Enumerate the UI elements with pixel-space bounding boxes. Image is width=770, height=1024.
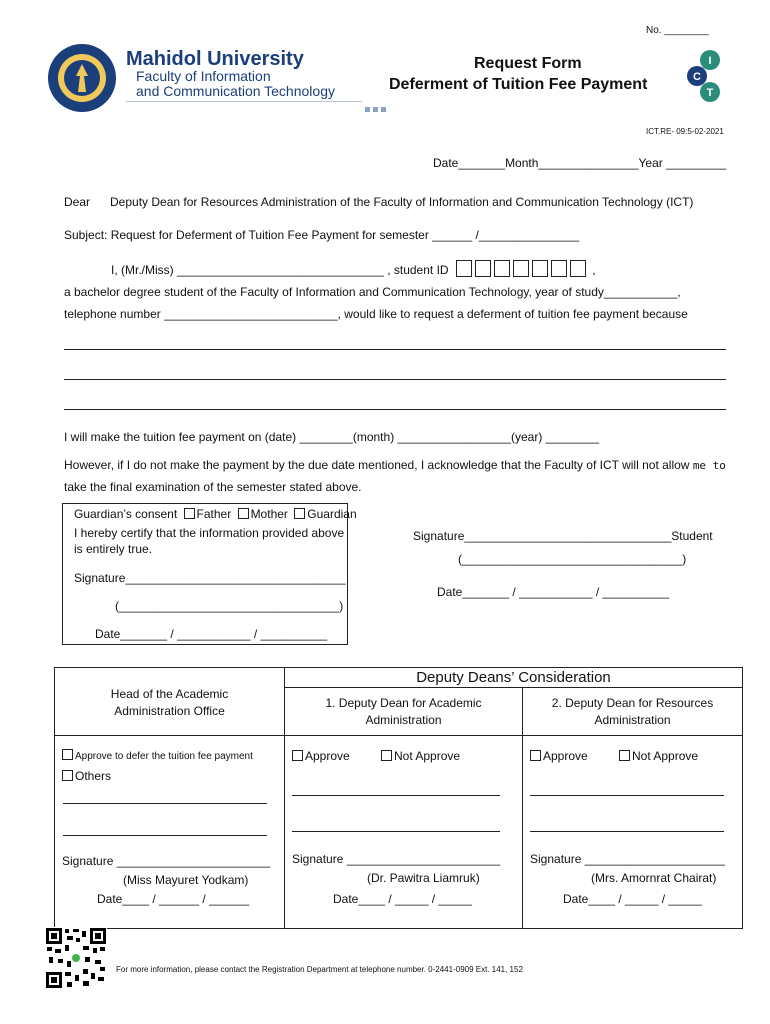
- col1-note-line-1[interactable]: [63, 803, 267, 804]
- reason-line-3[interactable]: [64, 409, 726, 410]
- head-academic-header: [55, 668, 285, 736]
- col2-title-line-2: Administration: [365, 713, 442, 727]
- certify-line-1: I hereby certify that the information provided above: [74, 526, 345, 540]
- col2-not-approve-checkbox[interactable]: [381, 750, 392, 761]
- guardian-date-line[interactable]: Date_______ / ___________ / __________: [95, 627, 328, 641]
- col3-name: (Mrs. Amornrat Chairat): [591, 871, 717, 885]
- col1-signature[interactable]: Signature _______________________: [62, 854, 271, 868]
- guardian-signature-line[interactable]: Signature_________________________________: [74, 571, 346, 585]
- deputy-academic-cell: [285, 736, 523, 929]
- qr-code: [45, 927, 107, 989]
- dear-text: Deputy Dean for Resources Administration of the Faculty of Information and Communication Technology (ICT): [110, 195, 694, 209]
- col3-note-line-2[interactable]: [530, 831, 724, 832]
- col3-note-line-1[interactable]: [530, 795, 724, 796]
- col2-approve-option[interactable]: [292, 749, 350, 763]
- student-signature-line[interactable]: Signature_______________________________Student: [413, 529, 713, 543]
- col1-option1-label: Approve to defer the tuition fee payment: [75, 751, 253, 762]
- svg-text:I: I: [708, 55, 712, 67]
- col1-option2-label: Others: [75, 769, 112, 783]
- approve-defer-checkbox[interactable]: [62, 749, 73, 760]
- deputy-resources-header: [523, 688, 743, 736]
- col3-signature[interactable]: Signature _____________________: [530, 852, 725, 866]
- col2-not-approve-option[interactable]: [381, 749, 460, 763]
- guardian-consent-box: [62, 503, 357, 645]
- form-subtitle: Deferment of Tuition Fee Payment: [389, 76, 648, 93]
- col3-not-approve-label: Not Approve: [632, 749, 699, 763]
- col1-note-line-2[interactable]: [63, 835, 267, 836]
- father-checkbox[interactable]: [184, 508, 195, 519]
- guardian-consent-label: Guardian’s consent: [74, 507, 178, 521]
- col2-date[interactable]: Date____ / _____ / _____: [333, 892, 472, 906]
- consideration-header: Deputy Deans’ Consideration: [285, 668, 743, 688]
- consideration-table: [54, 667, 743, 929]
- date-line[interactable]: Date_______Month_______________Year _________: [433, 156, 727, 170]
- col3-title-line-1: 2. Deputy Dean for Resources: [551, 696, 714, 710]
- acknowledgement-text-end: me to: [692, 459, 726, 472]
- col3-not-approve-option[interactable]: [619, 749, 698, 763]
- ict-logo: [683, 48, 723, 104]
- name-line-suffix: ,: [592, 263, 596, 277]
- svg-text:C: C: [693, 71, 701, 83]
- acknowledgement-line-2: take the final examination of the semester stated above.: [64, 480, 362, 494]
- faculty-line-1: Faculty of Information: [136, 68, 271, 84]
- form-title: Request Form: [474, 55, 582, 72]
- col1-option-approve[interactable]: [62, 749, 253, 762]
- col2-title-line-1: 1. Deputy Dean for Academic: [325, 696, 482, 710]
- col1-name: (Miss Mayuret Yodkam): [123, 873, 249, 887]
- mahidol-seal-logo: [46, 42, 118, 114]
- col1-title-line-1: Head of the Academic: [110, 687, 229, 701]
- col2-note-line-2[interactable]: [292, 831, 500, 832]
- student-date-line[interactable]: Date_______ / ___________ / __________: [437, 585, 670, 599]
- reason-line-2[interactable]: [64, 379, 726, 380]
- col3-approve-option[interactable]: [530, 749, 588, 763]
- col2-name: (Dr. Pawitra Liamruk): [367, 871, 480, 885]
- col3-date[interactable]: Date____ / _____ / _____: [563, 892, 702, 906]
- svg-text:T: T: [706, 87, 714, 99]
- col2-approve-checkbox[interactable]: [292, 750, 303, 761]
- footer-contact: For more information, please contact the Registration Department at telephone number. 0-2441-0909 Ext. 141, 152: [116, 965, 523, 974]
- faculty-line-2: and Communication Technology: [136, 83, 335, 99]
- col3-title-line-2: Administration: [594, 713, 671, 727]
- col3-not-approve-checkbox[interactable]: [619, 750, 630, 761]
- certify-line-2: is entirely true.: [74, 542, 153, 556]
- others-checkbox[interactable]: [62, 770, 73, 781]
- col1-option-others[interactable]: [62, 769, 111, 783]
- header-divider: [126, 101, 362, 102]
- subject-line[interactable]: Subject: Request for Deferment of Tuition Fee Payment for semester ______ /_______________: [64, 228, 579, 242]
- student-name-line[interactable]: (_________________________________): [458, 552, 687, 566]
- form-code: ICT.RE- 09:5-02-2021: [646, 127, 724, 136]
- header-dots-decoration: [365, 100, 387, 106]
- head-academic-cell: [55, 736, 285, 929]
- guardian-consent-row: [74, 507, 357, 521]
- acknowledgement-text: However, if I do not make the payment by the due date mentioned, I acknowledge that the Faculty of ICT will not allow: [64, 458, 690, 472]
- father-label: Father: [196, 507, 232, 521]
- reason-line-1[interactable]: [64, 349, 726, 350]
- guardian-checkbox[interactable]: [294, 508, 305, 519]
- deputy-academic-header: [285, 688, 523, 736]
- col2-not-approve-label: Not Approve: [394, 749, 461, 763]
- name-line-prefix: I, (Mr./Miss) _______________________________ , student ID: [111, 263, 449, 277]
- acknowledgement-line-1: [64, 458, 726, 472]
- dear-label: Dear: [64, 195, 91, 209]
- mother-label: Mother: [250, 507, 288, 521]
- col2-approve-label: Approve: [305, 749, 350, 763]
- col1-title-line-2: Administration Office: [114, 704, 225, 718]
- name-line[interactable]: [111, 260, 596, 277]
- col1-date[interactable]: Date____ / ______ / ______: [97, 892, 250, 906]
- col3-approve-checkbox[interactable]: [530, 750, 541, 761]
- payment-date-line[interactable]: I will make the tuition fee payment on (date) ________(month) _________________(year) ________: [64, 430, 600, 444]
- guardian-label: Guardian: [307, 507, 357, 521]
- col2-note-line-1[interactable]: [292, 795, 500, 796]
- student-line[interactable]: a bachelor degree student of the Faculty of Information and Communication Technology, year of study___________,: [64, 285, 681, 299]
- form-number: No. ________: [646, 25, 709, 36]
- student-id-boxes[interactable]: [456, 263, 592, 277]
- guardian-name-line[interactable]: (_________________________________): [115, 599, 344, 613]
- deputy-resources-cell: [523, 736, 743, 929]
- university-name: Mahidol University: [126, 48, 304, 70]
- telephone-line[interactable]: telephone number __________________________, would like to request a deferment of tuition fee payment because: [64, 307, 688, 321]
- mother-checkbox[interactable]: [238, 508, 249, 519]
- col2-signature[interactable]: Signature _______________________: [292, 852, 501, 866]
- col3-approve-label: Approve: [543, 749, 588, 763]
